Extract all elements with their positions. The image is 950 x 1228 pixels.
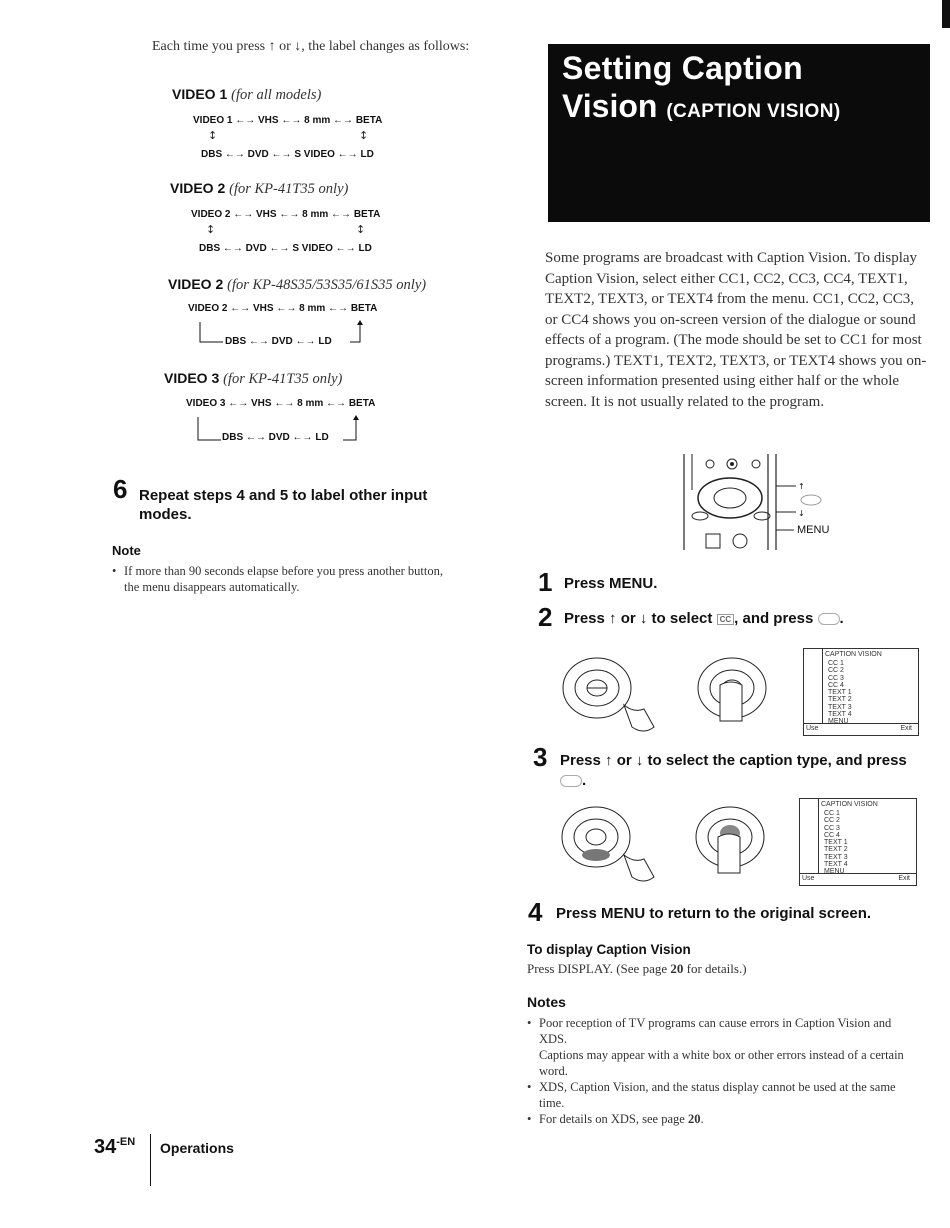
page-suffix: -EN	[116, 1136, 136, 1148]
notes-heading: Notes	[527, 994, 566, 1010]
video-note: (for KP-41T35 only)	[229, 181, 349, 197]
notes-list	[527, 1015, 907, 1127]
vertical-arrow-icon: ↕	[356, 223, 366, 236]
menu-icon-column	[804, 649, 823, 723]
edge-marker	[942, 0, 950, 28]
display-text-b: for details.)	[683, 961, 747, 976]
section-name: Operations	[160, 1140, 234, 1156]
intro-text: Each time you press ↑ or ↓, the label changes as follows:	[152, 39, 470, 54]
video-label-text: VIDEO 1	[172, 86, 228, 102]
page-title-line1: Setting Caption	[562, 50, 803, 86]
svg-text:↑: ↑	[798, 482, 805, 491]
video3-sequence-bottom: DBS ←→ DVD ←→ LD	[222, 432, 329, 443]
step2-text	[564, 610, 844, 627]
note-text: .	[700, 1112, 704, 1126]
menu-item: CC 4	[824, 831, 840, 839]
menu-icon-column	[800, 799, 819, 873]
step-end: .	[839, 610, 844, 627]
menu-use-label: Use	[806, 725, 819, 732]
video2b-sequence-top: VIDEO 2 ←→ VHS ←→ 8 mm ←→ BETA	[188, 303, 378, 314]
video2-label	[170, 180, 348, 198]
menu-items	[824, 810, 848, 876]
page-number-text: 34	[94, 1136, 117, 1158]
menu-item: MENU	[824, 868, 845, 876]
step3-text-a: Press ↑ or ↓ to select the caption type, and press	[560, 752, 907, 769]
note-item: • If more than 90 seconds elapse before you press another button, the menu disappears automatically.	[112, 563, 457, 595]
step-end: .	[582, 772, 587, 789]
joystick-press-illustration	[562, 655, 782, 735]
vertical-arrow-icon: ↕	[206, 223, 216, 236]
svg-text:↓: ↓	[798, 509, 805, 518]
menu-item: TEXT 4	[824, 861, 848, 869]
display-text	[527, 961, 747, 977]
video3-label	[164, 370, 342, 388]
menu-item: CC 2	[828, 667, 844, 675]
menu-item: TEXT 2	[828, 696, 852, 704]
menu-exit-label: Exit	[900, 725, 912, 732]
menu-item: TEXT 4	[828, 711, 852, 719]
note-heading: Note	[112, 543, 141, 558]
remote-control-illustration	[678, 450, 838, 554]
note-list	[112, 563, 457, 595]
note-text: • Poor reception of TV programs can cause errors in Caption Vision and XDS.	[539, 1016, 892, 1046]
menu-title: CAPTION VISION	[825, 651, 882, 658]
step-number: 4	[528, 897, 543, 927]
display-page-ref: 20	[670, 961, 684, 976]
menu-title: CAPTION VISION	[821, 801, 878, 808]
step4-text: Press MENU to return to the original screen.	[556, 905, 872, 922]
menu-items	[828, 660, 852, 726]
footer-divider	[150, 1134, 151, 1186]
cc-menu-icon: CC	[717, 614, 735, 625]
caption-vision-menu	[799, 798, 917, 886]
title-word: Vision	[562, 88, 658, 124]
video-label-text: VIDEO 2	[170, 180, 226, 196]
menu-item: TEXT 2	[824, 846, 848, 854]
display-heading: To display Caption Vision	[527, 942, 691, 957]
step2-text-b: , and press	[734, 610, 814, 627]
menu-footer	[804, 723, 918, 735]
menu-exit-label: Exit	[898, 875, 910, 882]
note-item	[527, 1015, 907, 1079]
video-note: (for all models)	[231, 87, 322, 103]
menu-item: CC 3	[828, 674, 844, 682]
step-number: 1	[538, 567, 553, 597]
video-label-text: VIDEO 3	[164, 370, 220, 386]
step-number: 3	[533, 742, 548, 772]
note-item	[527, 1111, 907, 1127]
menu-item: CC 3	[824, 824, 840, 832]
video2b-label	[168, 276, 426, 294]
intro-paragraph: Some programs are broadcast with Caption Vision. To display Caption Vision, select either CC1, CC2, CC3, CC4, TEXT1, TEXT2, TEXT3, or TEXT4 from the menu. CC1, CC2, CC3, or CC4 shows you on-screen version of the dialogue or sound effects of a program. (The mode should be set to CC1 for most programs.) TEXT1, TEXT2, TEXT3, or TEXT4 shows you on-screen information presented using either half or the whole screen. It is not usually related to the program.	[545, 250, 927, 410]
title-banner	[548, 44, 930, 222]
title-subtitle: (CAPTION VISION)	[666, 101, 841, 122]
menu-button-label: MENU	[797, 524, 830, 536]
menu-use-label: Use	[802, 875, 815, 882]
menu-item: CC 1	[828, 660, 844, 667]
menu-item: TEXT 3	[824, 853, 848, 861]
enter-button-icon	[560, 775, 582, 787]
video-note: (for KP-41T35 only)	[223, 371, 343, 387]
note-page-ref: 20	[687, 1112, 701, 1126]
menu-item: TEXT 1	[824, 839, 848, 847]
video1-sequence-bottom: DBS ←→ DVD ←→ S VIDEO ←→ LD	[201, 149, 374, 160]
video2-sequence-top: VIDEO 2 ←→ VHS ←→ 8 mm ←→ BETA	[191, 209, 381, 220]
note-text: For details on XDS, see page	[539, 1112, 688, 1126]
video1-label	[172, 86, 321, 104]
step-number: 2	[538, 602, 553, 632]
menu-item: TEXT 3	[828, 703, 852, 711]
video2b-sequence-bottom: DBS ←→ DVD ←→ LD	[225, 336, 332, 347]
menu-item: CC 2	[824, 817, 840, 825]
video3-sequence-top: VIDEO 3 ←→ VHS ←→ 8 mm ←→ BETA	[186, 398, 376, 409]
vertical-arrow-icon: ↕	[359, 129, 369, 142]
vertical-arrow-icon: ↕	[208, 129, 218, 142]
display-text-a: Press DISPLAY. (See page	[527, 961, 671, 976]
page-number	[94, 1136, 135, 1159]
step-number: 6	[113, 474, 128, 504]
caption-vision-menu	[803, 648, 919, 736]
menu-item: TEXT 1	[828, 689, 852, 697]
menu-item: CC 1	[824, 810, 840, 817]
enter-button-icon	[818, 613, 840, 625]
video1-sequence-top: VIDEO 1 ←→ VHS ←→ 8 mm ←→ BETA	[193, 115, 383, 126]
page-title-line2	[562, 88, 841, 125]
menu-item: CC 4	[828, 681, 844, 689]
video-note: (for KP-48S35/53S35/61S35 only)	[227, 277, 427, 293]
joystick-press-illustration	[558, 803, 778, 887]
note-text: Captions may appear with a white box or other errors instead of a certain word.	[539, 1048, 904, 1078]
step1-text: Press MENU.	[564, 575, 658, 592]
menu-item: MENU	[828, 718, 849, 726]
note-item: • XDS, Caption Vision, and the status display cannot be used at the same time.	[527, 1079, 907, 1111]
video-label-text: VIDEO 2	[168, 276, 224, 292]
step6-text: Repeat steps 4 and 5 to label other input modes.	[139, 487, 428, 523]
video2-sequence-bottom: DBS ←→ DVD ←→ S VIDEO ←→ LD	[199, 243, 372, 254]
step2-text-a: Press ↑ or ↓ to select	[564, 610, 713, 627]
step3-text	[560, 751, 910, 791]
menu-footer	[800, 873, 916, 885]
